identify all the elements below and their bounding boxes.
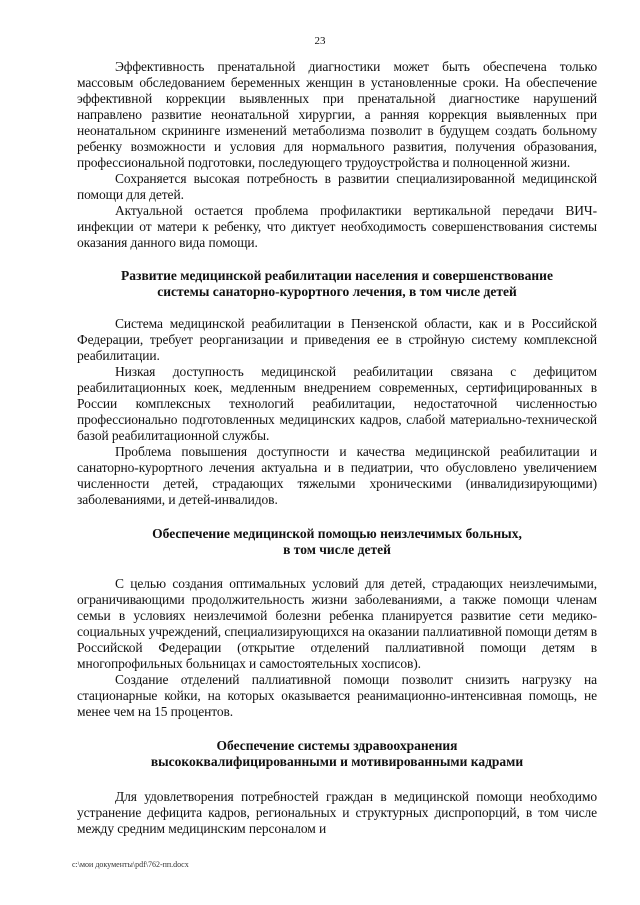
paragraph: Сохраняется высокая потребность в развитии специализированной медицинской помощи для детей. (77, 171, 597, 202)
paragraph: Проблема повышения доступности и качества медицинской реабилитации и санаторно-курортного лечения актуальна и в педиатрии, что обусловлено увеличением численности детей, страдающих тяжелыми хроническими (инвалидизирующими) заболеваниями, и детей-инвалидов. (77, 444, 597, 507)
footer-file-path: c:\мои документы\pdf\762-пп.docx (72, 860, 189, 869)
heading-line: в том числе детей (283, 542, 391, 557)
heading-line: системы санаторно-курортного лечения, в том числе детей (157, 284, 517, 299)
paragraph: Для удовлетворения потребностей граждан в медицинской помощи необходимо устранение дефицита кадров, региональных и структурных диспропорций, в том числе между средним медицинским персоналом и (77, 789, 597, 836)
paragraph: С целью создания оптимальных условий для детей, страдающих неизлечимыми, ограничивающими продолжительность жизни заболеваниями, а также помощи членам семьи в условиях неизлечимой болезни ребенка планируется развитие сети медико-социальных учреждений, специализирующихся на оказании паллиативной помощи детям в Российской Федерации (открытие отделений паллиативной помощи детям в многопрофильных больницах и самостоятельных хосписов). (77, 576, 597, 671)
paragraph: Эффективность пренатальной диагностики может быть обеспечена только массовым обследованием беременных женщин в установленные сроки. На обеспечение эффективной коррекции выявленных при пренатальной диагностике нарушений направлено развитие неонатальной хирургии, а ранняя коррекция выявленных при неонатальном скрининге изменений метаболизма позволит в будущем создать больному ребенку возможности и условия для нормального развития, получения образования, профессиональной подготовки, последующего трудоустройства и полноценной жизни. (77, 59, 597, 170)
heading-line: Обеспечение медицинской помощью неизлечимых больных, (152, 526, 522, 541)
page-number: 23 (314, 35, 326, 47)
section-heading-staffing (77, 738, 597, 770)
section-heading-rehabilitation (77, 268, 597, 300)
heading-line: Развитие медицинской реабилитации населения и совершенствование (121, 268, 553, 283)
page-content (77, 59, 597, 837)
heading-line: Обеспечение системы здравоохранения (216, 738, 458, 753)
paragraph: Система медицинской реабилитации в Пензенской области, как и в Российской Федерации, требует реорганизации и приведения ее в стройную систему комплексной реабилитации. (77, 316, 597, 363)
heading-line: высококвалифицированными и мотивированными кадрами (150, 754, 524, 769)
paragraph: Создание отделений паллиативной помощи позволит снизить нагрузку на стационарные койки, на которых оказывается реанимационно-интенсивная помощь, не менее чем на 15 процентов. (77, 672, 597, 719)
paragraph: Низкая доступность медицинской реабилитации связана с дефицитом реабилитационных коек, медленным внедрением современных, сертифицированных в России комплексных технологий реабилитации, недостаточной численностью профессионально подготовленных медицинских кадров, слабой материально-технической базой реабилитационной службы. (77, 364, 597, 443)
paragraph: Актуальной остается проблема профилактики вертикальной передачи ВИЧ-инфекции от матери к ребенку, что диктует необходимость совершенствования системы оказания данного вида помощи. (77, 203, 597, 250)
section-heading-palliative (77, 526, 597, 558)
